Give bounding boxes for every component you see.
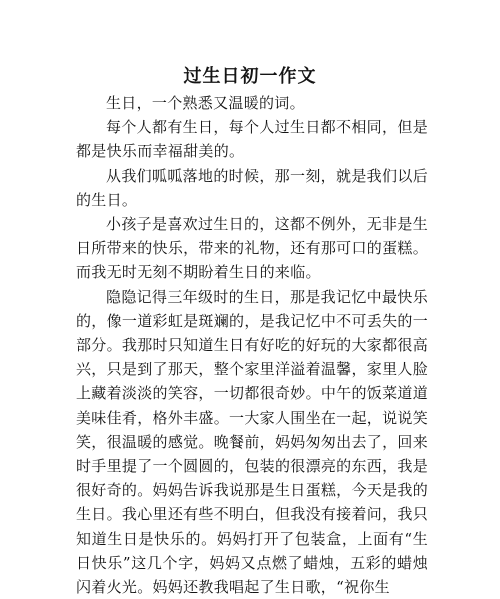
paragraph: 隐隐记得三年级时的生日，那是我记忆中最快乐的，像一道彩虹是斑斓的，是我记忆中不可丢失的一部分。我那时只知道生日有好吃的好玩的大家都很高兴，只是到了那天，整个家里洋溢着温馨，家里人脸上藏着淡淡的笑容，一切都很奇妙。中午的饭菜道道美味佳肴，格外丰盛。一大家人围坐在一起，说说笑笑，很温暖的感觉。晚餐前，妈妈匆匆出去了，回来时手里提了一个圆圆的，包装的很漂亮的东西，我是很好奇的。妈妈告诉我说那是生日蛋糕，今天是我的生日。我心里还有些不明白，但我没有接着问，我只知道生日是快乐的。妈妈打开了包装盒，上面有“生日快乐”这几个字，妈妈又点燃了蜡烛，五彩的蜡烛闪着火光。妈妈还教我唱起了生日歌，“祝你生 — [76, 287, 428, 597]
paragraph: 每个人都有生日，每个人过生日都不相同，但是都是快乐而幸福甜美的。 — [76, 118, 428, 161]
document-title: 过生日初一作文 — [183, 66, 317, 87]
paragraph: 生日，一个熟悉又温暖的词。 — [106, 94, 305, 112]
paragraph: 从我们呱呱落地的时候，那一刻，就是我们以后的生日。 — [76, 166, 428, 209]
paragraph: 小孩子是喜欢过生日的，这都不例外，无非是生日所带来的快乐，带来的礼物，还有那可口的蛋糕。而我无时无刻不期盼着生日的来临。 — [76, 215, 428, 282]
document-body — [76, 91, 428, 599]
